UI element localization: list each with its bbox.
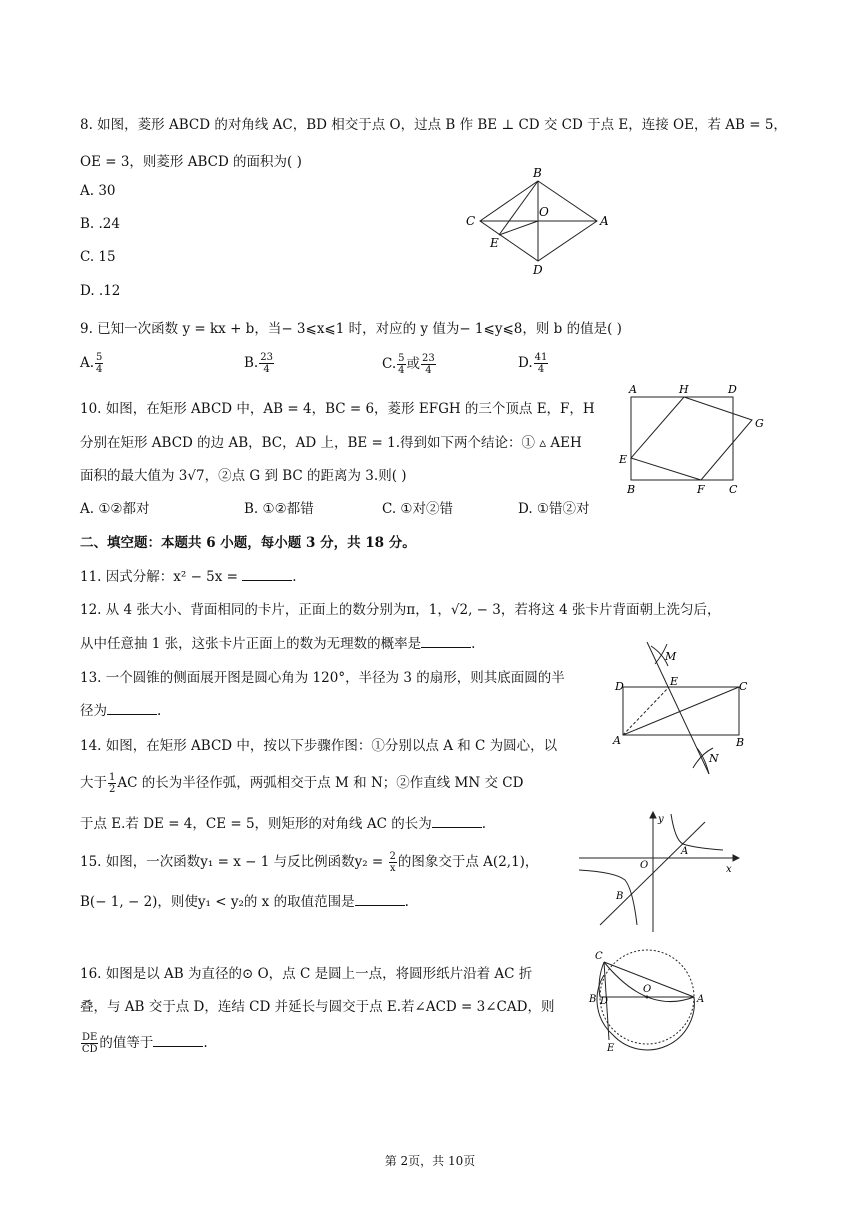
- fig14-label-a: A: [613, 734, 621, 747]
- q12-line1: 12. 从 4 张大小、背面相同的卡片，正面上的数分别为π，1，√2, − 3，若将这 4 张卡片背面朝上洗匀后，: [80, 602, 721, 618]
- fig16-label-a: A: [697, 994, 705, 1005]
- q15-line2: B(− 1, − 2)，则使y₁ < y₂的 x 的取值范围是 .: [80, 894, 409, 910]
- fig15-label-a: A: [681, 846, 689, 857]
- fig8-label-c: C: [466, 214, 476, 228]
- fig14-label-c: C: [739, 680, 748, 693]
- fig16-label-c: C: [595, 951, 603, 962]
- fig10-label-a: A: [629, 383, 637, 396]
- fig8-label-b: B: [533, 166, 542, 180]
- q14-line2: 大于 $\frac{1}{2}$ AC 的长为半径作弧，两弧相交于点 M 和 N；②作直线 MN 交 CD: [80, 772, 524, 795]
- q10-option-a: A. ①②都对: [80, 501, 150, 517]
- fig10-label-e: E: [619, 453, 628, 466]
- q8-option-a: A. 30: [80, 183, 116, 199]
- q14-construction-figure: [605, 640, 765, 780]
- fig8-label-o: O: [539, 205, 549, 219]
- q8-option-c: C. 15: [80, 249, 116, 265]
- q9-option-b: B. $\frac{23}{4}$: [244, 352, 273, 375]
- fig10-label-f: F: [697, 483, 705, 496]
- q10-option-c: C. ①对②错: [382, 501, 454, 517]
- fig14-label-e: E: [670, 675, 679, 688]
- q11-blank[interactable]: [242, 568, 292, 581]
- fig16-label-b: B: [589, 994, 597, 1005]
- q10-option-b: B. ①②都错: [244, 501, 314, 517]
- fig14-label-n: N: [709, 752, 719, 765]
- q9-option-a: A. $\frac{5}{4}$: [80, 352, 103, 375]
- q16-blank[interactable]: [153, 1034, 203, 1047]
- q15-function-graph: [575, 810, 740, 935]
- q8-option-b: B. .24: [80, 216, 120, 232]
- q13-line1: 13. 一个圆锥的侧面展开图是圆心角为 120°，半径为 3 的扇形，则其底面圆的半: [80, 670, 565, 686]
- q10-option-d: D. ①错②对: [518, 501, 590, 517]
- q16-line3: $\frac{DE}{CD}$ 的值等于 .: [81, 1032, 208, 1055]
- fig15-label-b: B: [616, 891, 624, 902]
- q8-line2: OE = 3，则菱形 ABCD 的面积为( ): [80, 154, 302, 170]
- q10-line2: 分别在矩形 ABCD 的边 AB，BC，AD 上，BE = 1.得到如下两个结论：① ▵ AEH: [80, 435, 582, 451]
- fig8-label-d: D: [533, 263, 543, 277]
- fig14-label-b: B: [736, 736, 745, 749]
- fig10-label-d: D: [728, 383, 737, 396]
- fig10-label-b: B: [627, 483, 636, 496]
- fig15-label-o: O: [640, 860, 649, 871]
- fig16-label-d: D: [600, 996, 609, 1007]
- fig10-label-c: C: [729, 483, 738, 496]
- q8-option-d: D. .12: [80, 283, 121, 299]
- q12-blank[interactable]: [421, 635, 471, 648]
- fig14-label-m: M: [665, 650, 677, 663]
- fig8-label-e: E: [490, 236, 499, 250]
- fig15-label-x: x: [726, 864, 732, 875]
- fig8-label-a: A: [600, 214, 609, 228]
- fig16-label-e: E: [607, 1043, 615, 1054]
- q13-line2: 径为 .: [80, 703, 162, 719]
- q10-line3: 面积的最大值为 3√7，②点 G 到 BC 的距离为 3.则( ): [80, 468, 407, 484]
- fig16-label-o: O: [643, 984, 652, 995]
- q15-blank[interactable]: [355, 893, 405, 906]
- fig10-label-g: G: [755, 417, 764, 430]
- q16-line1: 16. 如图是以 AB 为直径的⊙ O，点 C 是圆上一点，将圆形纸片沿着 AC 折: [80, 966, 533, 982]
- section-2-heading: 二、填空题：本题共 6 小题，每小题 3 分，共 18 分。: [80, 535, 416, 551]
- fig14-label-d: D: [615, 680, 624, 693]
- q10-line1: 10. 如图，在矩形 ABCD 中，AB = 4，BC = 6，菱形 EFGH 的三个顶点 E，F，H: [80, 401, 595, 417]
- page-footer: 第 2页，共 10页: [384, 1154, 476, 1168]
- q14-line1: 14. 如图，在矩形 ABCD 中，按以下步骤作图：①分别以点 A 和 C 为圆心，以: [80, 738, 558, 754]
- q15-line1: 15. 如图，一次函数y₁ = x − 1 与反比例函数y₂ = $\frac{2}{x}$ 的图象交于点 A(2,1)，: [80, 851, 539, 874]
- fig15-label-y: y: [658, 814, 664, 825]
- q8-line1: 8. 如图，菱形 ABCD 的对角线 AC，BD 相交于点 O，过点 B 作 BE ⊥ CD 交 CD 于点 E，连接 OE，若 AB = 5，: [80, 117, 787, 133]
- fig10-label-h: H: [679, 383, 689, 396]
- q9-option-d: D. $\frac{41}{4}$: [518, 352, 548, 375]
- q9-stem: 9. 已知一次函数 y = kx + b，当− 3⩽x⩽1 时，对应的 y 值为− 1⩽y⩽8，则 b 的值是( ): [80, 321, 622, 337]
- q12-line2: 从中任意抽 1 张，这张卡片正面上的数为无理数的概率是 .: [80, 636, 476, 652]
- q14-blank[interactable]: [432, 815, 482, 828]
- q11: 11. 因式分解：x² − 5x = .: [80, 569, 297, 585]
- q16-line2: 叠，与 AB 交于点 D，连结 CD 并延长与圆交于点 E.若∠ACD = 3∠CAD，则: [80, 999, 555, 1015]
- q13-blank[interactable]: [107, 702, 157, 715]
- q14-line3: 于点 E.若 DE = 4，CE = 5，则矩形的对角线 AC 的长为 .: [80, 816, 487, 832]
- q8-rhombus-figure: [460, 165, 610, 280]
- q10-rectangle-figure: [615, 380, 770, 500]
- q9-option-c: C. $\frac{5}{4}$ 或 $\frac{23}{4}$: [382, 353, 435, 376]
- q16-circle-figure: [585, 945, 710, 1060]
